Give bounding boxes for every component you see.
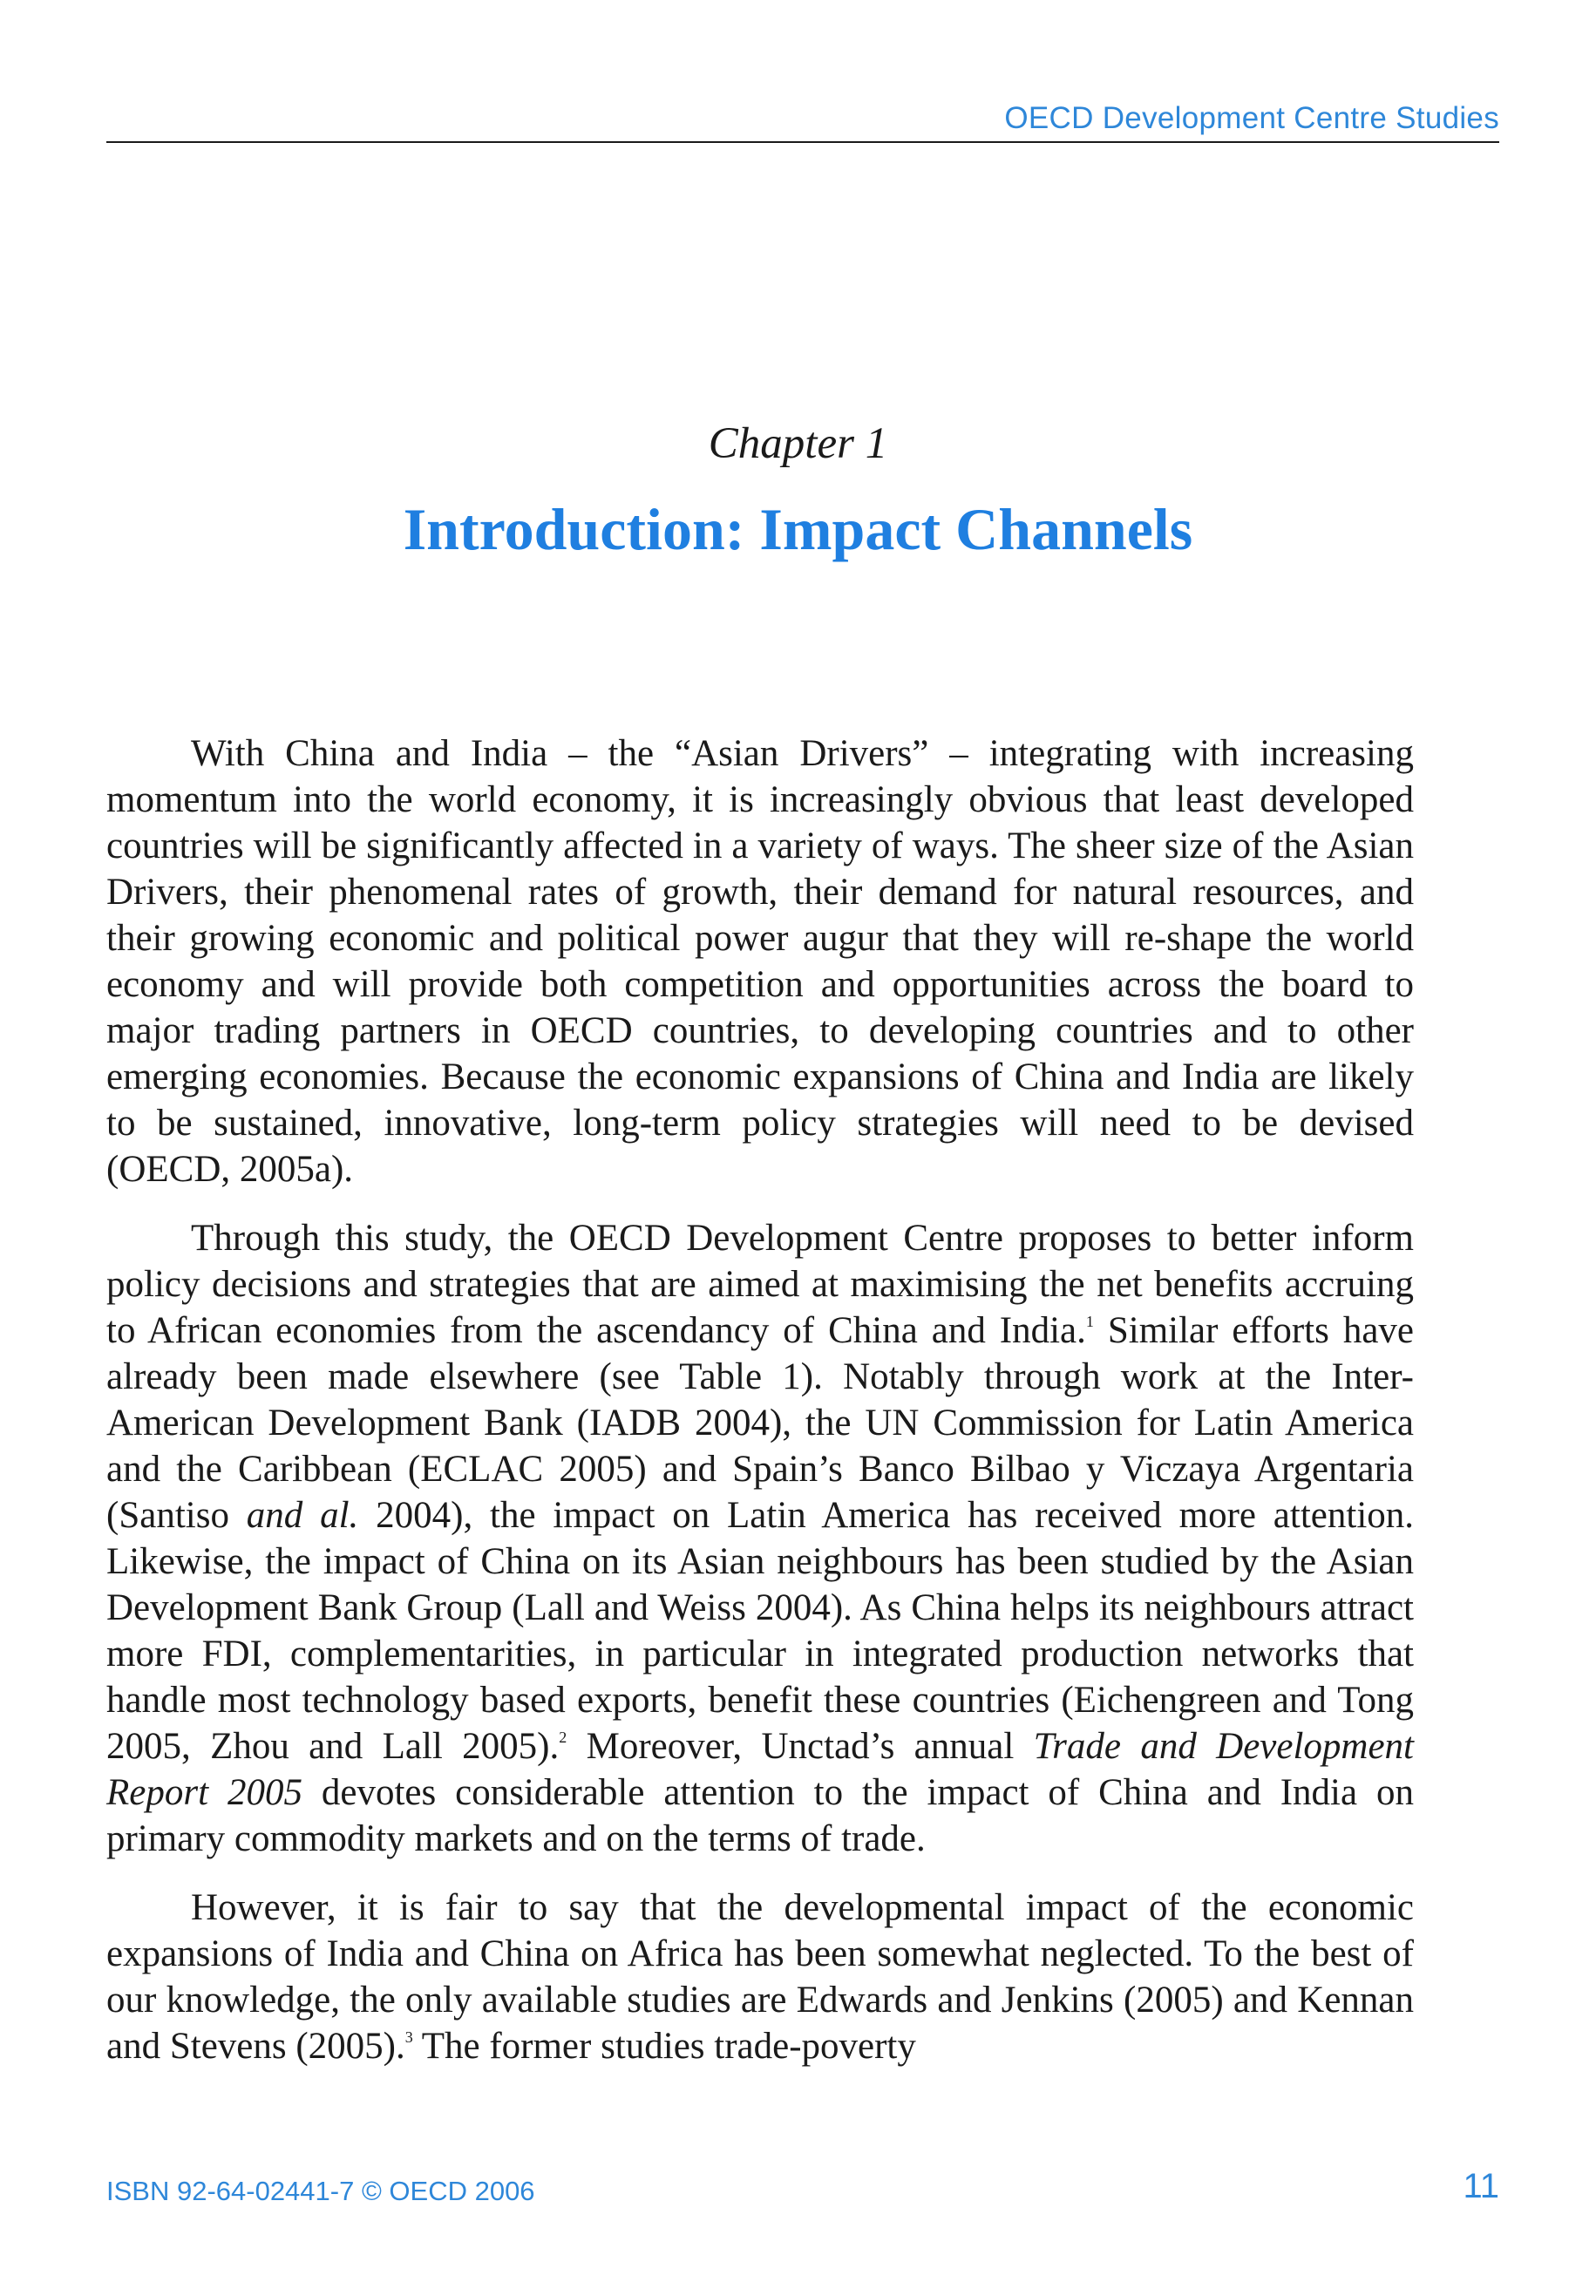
chapter-label: Chapter 1 bbox=[708, 419, 888, 468]
running-head: OECD Development Centre Studies bbox=[1004, 101, 1499, 135]
paragraph-2-part-b: Similar efforts have already been made elsewhere (see Table 1). Notably through work at the Inter-American Development Bank (IADB 2004), the UN Commission for Latin America and the Caribbean (ECLAC 2005) and Spain’s Banco Bilbao y Viczaya Argentaria (Santiso bbox=[106, 1310, 1414, 1536]
paragraph-2-part-d: Moreover, Unctad’s annual bbox=[567, 1726, 1034, 1767]
footnote-marker-1: 1 bbox=[1085, 1313, 1094, 1330]
paragraph-2-part-c: 2004), the impact on Latin America has received more attention. Likewise, the impact of China on its Asian neighbours has been studied by the Asian Development Bank Group (Lall and Weiss 2004). As China helps its neighbours attract more FDI, complementarities, in particular in integrated production networks that handle most technology based exports, benefit these countries (Eichengreen and Tong 2005, Zhou and Lall 2005). bbox=[106, 1495, 1415, 1767]
paragraph-2-part-a: Through this study, the OECD Development Centre proposes to better inform policy decisions and strategies that are aimed at maximising the net benefits accruing to African economies from the ascendancy of China and India. bbox=[106, 1218, 1414, 1351]
paragraph-2-part-e: devotes considerable attention to the impact of China and India on primary commodity markets and on the terms of trade. bbox=[106, 1772, 1414, 1859]
paragraph-3 bbox=[106, 1885, 1414, 2069]
paragraph-1: With China and India – the “Asian Drivers” – integrating with increasing momentum into the world economy, it is increasingly obvious that least developed countries will be significantly affected in a variety of ways. The sheer size of the Asian Drivers, their phenomenal rates of growth, their demand for natural resources, and their growing economic and political power augur that they will re-shape the world economy and will provide both competition and opportunities across the board to major trading partners in OECD countries, to developing countries and to other emerging economies. Because the economic expansions of China and India are likely to be sustained, innovative, long-term policy strategies will need to be devised (OECD, 2005a). bbox=[106, 733, 1414, 1190]
header-rule bbox=[106, 141, 1499, 143]
footer-isbn: ISBN 92-64-02441-7 © OECD 2006 bbox=[106, 2176, 535, 2206]
paragraph-3-part-b: The former studies trade-poverty bbox=[412, 2026, 916, 2067]
italic-report-title: Trade and Development Report 2005 bbox=[106, 1726, 1414, 1813]
footnote-marker-2: 2 bbox=[559, 1729, 567, 1746]
paragraph-3-part-a: However, it is fair to say that the developmental impact of the economic expansions of India and China on Africa has been somewhat neglected. To the best of our knowledge, the only available studies are Edwards and Jenkins (2005) and Kennan and Stevens (2005). bbox=[106, 1887, 1414, 2067]
page-number: 11 bbox=[1463, 2167, 1499, 2205]
chapter-title: Introduction: Impact Channels bbox=[403, 496, 1193, 562]
footnote-marker-3: 3 bbox=[404, 2028, 413, 2046]
paragraph-2 bbox=[106, 1215, 1414, 1862]
body-text bbox=[106, 730, 1414, 2092]
italic-and-al: and al. bbox=[246, 1495, 359, 1536]
